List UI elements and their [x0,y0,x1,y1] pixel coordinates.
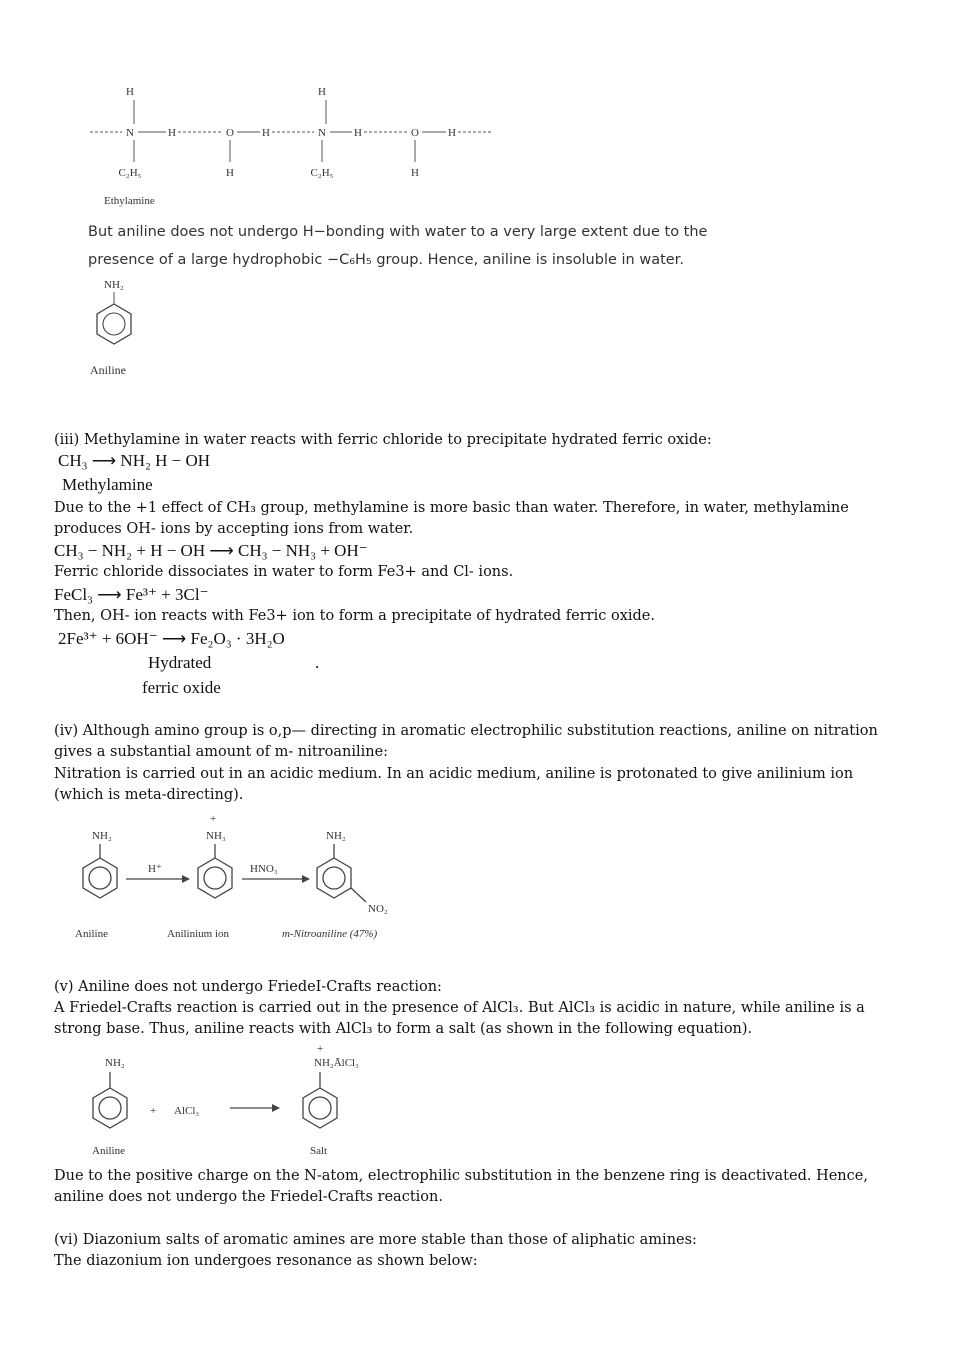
note-line: But aniline does not undergo H−bonding with water to a very large extent due to the [88,224,708,240]
charge-label: + [210,813,217,825]
equation: 2Fe³⁺ + 6OH⁻ ⟶ Fe₂O₃ · 3H₂O [58,629,285,648]
equation-label: Methylamine [62,475,153,494]
atom-o: O [226,127,234,139]
amino-group-label: NH₂ [326,830,346,842]
ammonium-group-label: NH₃ [206,830,226,842]
benzene-ring [83,858,117,898]
paragraph: The diazonium ion undergoes resonance as shown below: [54,1253,478,1269]
atom-h: H [411,167,419,179]
atom-h: H [354,127,362,139]
friedel-crafts-salt-figure [80,1044,380,1160]
section-vi-heading: (vi) Diazonium salts of aromatic amines are more stable than those of aliphatic amines: [54,1232,697,1248]
salt-group-label: NH₂ĀlCl₃ [314,1057,359,1069]
equation: CH₃ ⟶ NH₂ H − OH [58,451,211,470]
atom-h: H [126,86,134,98]
paragraph: Due to the +1 effect of CH₃ group, methylamine is more basic than water. Therefore, in water, methylamine produces OH- ions by accepting ions from water. [54,500,849,537]
benzene-circle [323,867,345,889]
figure-caption: Aniline [92,1145,125,1157]
nitration-reaction-figure [70,812,420,944]
section-v-heading: (v) Aniline does not undergo FriedeI-Crafts reaction: [54,979,442,995]
atom-n: N [126,127,134,139]
benzene-ring [97,304,131,344]
atom-h: H [318,86,326,98]
equation: CH₃ − NH₂ + H − OH ⟶ CH₃ − NH₃ + OH⁻ [54,541,368,560]
reagent-label: AlCl₃ [174,1105,200,1117]
plus-sign: + [150,1105,157,1117]
benzene-ring [303,1088,337,1128]
figure-caption: Salt [310,1145,328,1157]
benzene-circle [204,867,226,889]
equation-label: Hydrated [148,653,212,672]
reagent-label: HNO₃ [250,863,278,875]
reagent-label: H⁺ [148,863,162,875]
note-line: presence of a large hydrophobic −C₆H₅ group. Hence, aniline is insoluble in water. [88,252,684,268]
figure-caption: Ethylamine [104,195,155,207]
atom-o: O [411,127,419,139]
amino-group-label: NH₂ [105,1057,125,1069]
benzene-circle [99,1097,121,1119]
atom-n: N [318,127,326,139]
paragraph: Due to the positive charge on the N-atom, electrophilic substitution in the benzene ring is deactivated. Hence, aniline does not undergo the Friedel-Crafts reaction. [54,1168,868,1205]
benzene-ring [198,858,232,898]
aniline-structure-figure [84,274,154,380]
charge-label: + [317,1044,324,1055]
ethyl-group: C₂H₅ [118,167,142,179]
paragraph: Ferric chloride dissociates in water to form Fe3+ and Cl- ions. [54,564,514,580]
atom-h: H [448,127,456,139]
equation: FeCl₃ ⟶ Fe³⁺ + 3Cl⁻ [54,585,209,604]
figure-caption: Aniline [75,928,108,940]
atom-h: H [226,167,234,179]
figure-caption: Aniline [90,363,126,377]
bond-line [351,888,366,902]
figure-caption: Anilinium ion [167,928,230,940]
paragraph: A Friedel-Crafts reaction is carried out in the presence of AlCl₃. But AlCl₃ is acidic in nature, while aniline is a strong base. Thus, aniline reacts with AlCl₃ to form a salt (as shown in the following equation). [54,1000,865,1037]
atom-h: H [262,127,270,139]
ethyl-group: C₂H₅ [310,167,334,179]
benzene-ring [93,1088,127,1128]
equation-dot: . [315,653,320,672]
amino-group-label: NH₂ [104,279,124,291]
paragraph: Then, OH- ion reacts with Fe3+ ion to form a precipitate of hydrated ferric oxide. [54,608,655,624]
arrow-head [302,875,310,883]
ethylamine-hbond-figure [80,80,510,210]
nitro-group-label: NO₂ [368,903,388,915]
benzene-circle [103,313,125,335]
arrow-head [182,875,190,883]
section-iv-heading: (iv) Although amino group is o,p— directing in aromatic electrophilic substitution reactions, aniline on nitration gives a substantial amount of m- nitroaniline: [54,723,878,760]
equation-label: ferric oxide [142,678,221,697]
figure-caption: m-Nitroaniline (47%) [282,928,378,940]
benzene-circle [89,867,111,889]
arrow-head [272,1104,280,1112]
amino-group-label: NH₂ [92,830,112,842]
section-iii-heading: (iii) Methylamine in water reacts with ferric chloride to precipitate hydrated ferric oxide: [54,432,712,448]
benzene-circle [309,1097,331,1119]
atom-h: H [168,127,176,139]
aniline-note [88,218,707,274]
paragraph: Nitration is carried out in an acidic medium. In an acidic medium, aniline is protonated to give anilinium ion (which is meta-directing). [54,766,854,803]
benzene-ring [317,858,351,898]
